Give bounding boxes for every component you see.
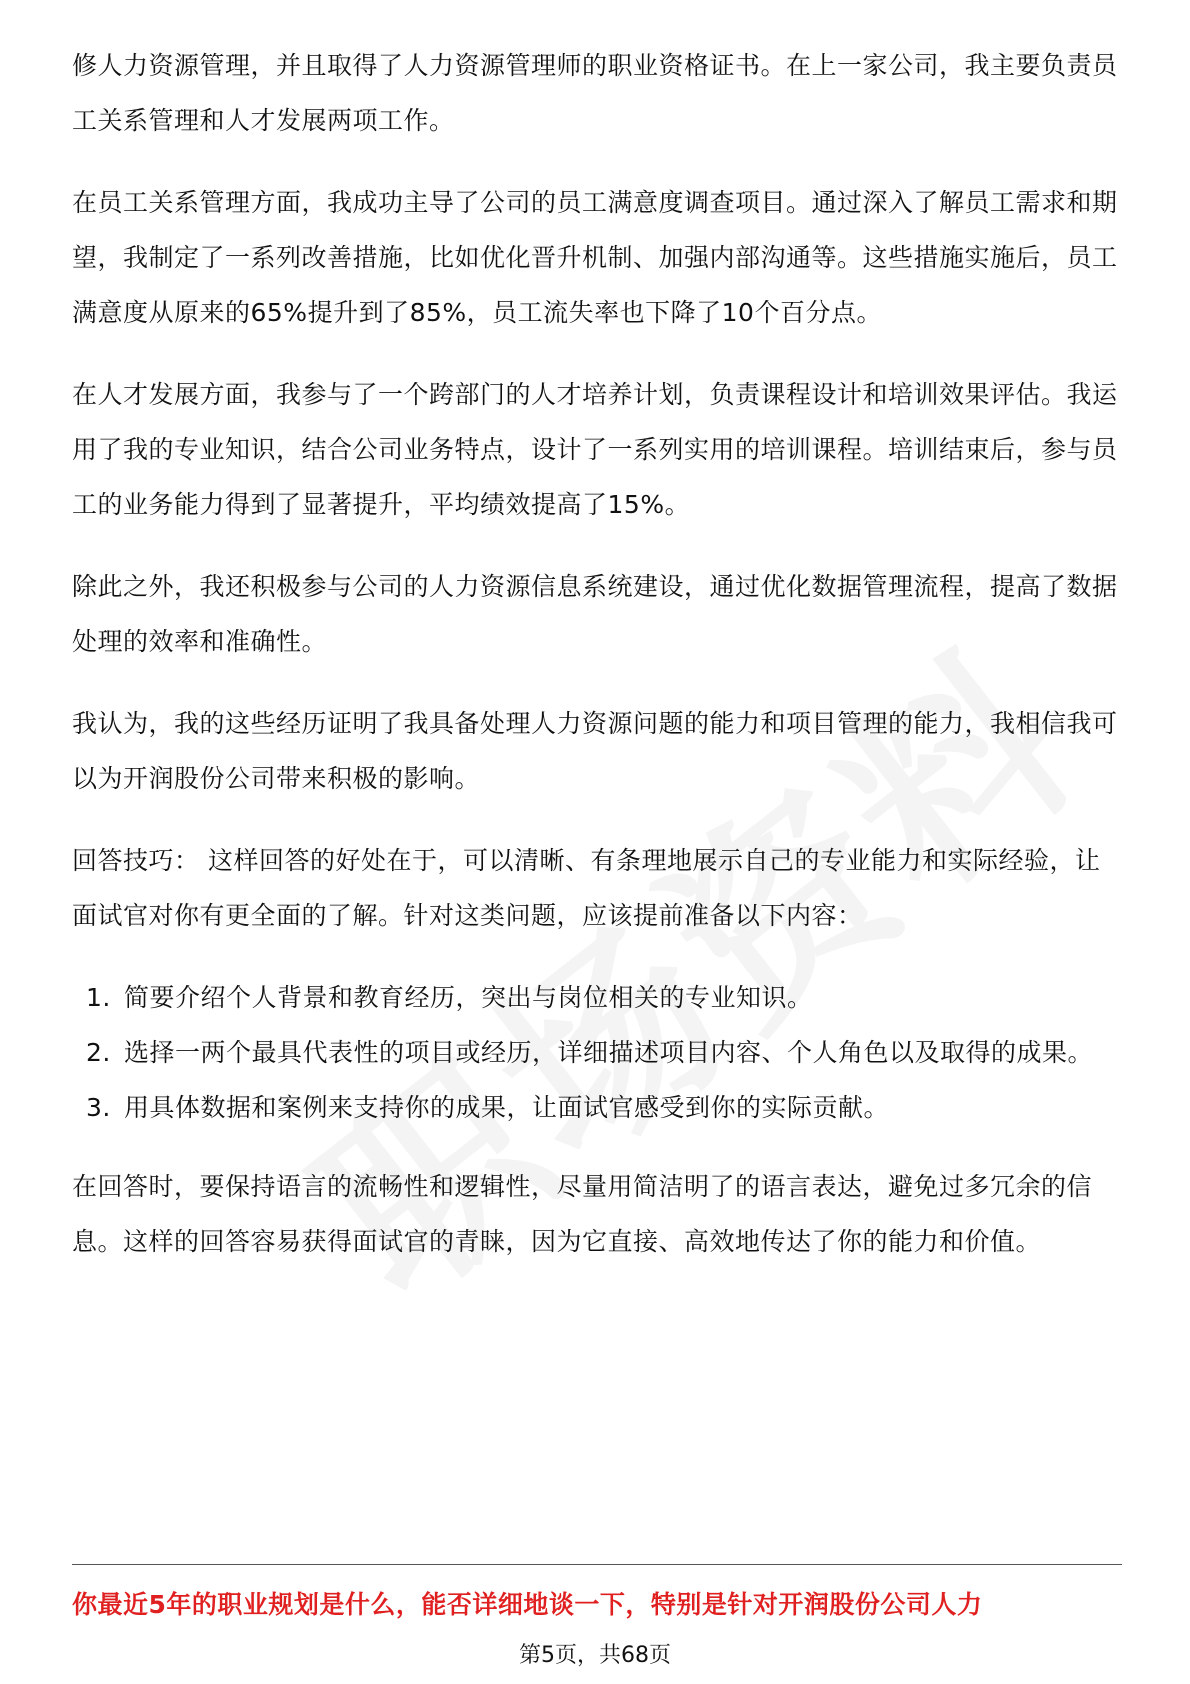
list-item <box>72 1025 1122 1080</box>
list-item-text: 用具体数据和案例来支持你的成果，让面试官感受到你的实际贡献。 <box>124 1093 890 1122</box>
page-body <box>72 38 1122 1296</box>
list-item-text: 简要介绍个人背景和教育经历，突出与岗位相关的专业知识。 <box>124 983 813 1012</box>
paragraph-hr-system: 除此之外，我还积极参与公司的人力资源信息系统建设，通过优化数据管理流程，提高了数据处理的效率和准确性。 <box>72 572 1118 656</box>
list-item-number: 3. <box>86 1093 111 1122</box>
list-item-number: 2. <box>86 1038 111 1067</box>
paragraph-closing: 在回答时，要保持语言的流畅性和逻辑性，尽量用简洁明了的语言表达，避免过多冗余的信息。这样的回答容易获得面试官的青睐，因为它直接、高效地传达了你的能力和价值。 <box>72 1172 1093 1256</box>
paragraph-employee-relations: 在员工关系管理方面，我成功主导了公司的员工满意度调查项目。通过深入了解员工需求和期望，我制定了一系列改善措施，比如优化晋升机制、加强内部沟通等。这些措施实施后，员工满意度从原来的65%提升到了85%，员工流失率也下降了10个百分点。 <box>72 188 1118 327</box>
paragraph-talent-development: 在人才发展方面，我参与了一个跨部门的人才培养计划，负责课程设计和培训效果评估。我运用了我的专业知识，结合公司业务特点，设计了一系列实用的培训课程。培训结束后，参与员工的业务能力得到了显著提升，平均绩效提高了15%。 <box>72 380 1118 519</box>
list-item <box>72 1080 1122 1135</box>
paragraph-conclusion: 我认为，我的这些经历证明了我具备处理人力资源问题的能力和项目管理的能力，我相信我可以为开润股份公司带来积极的影响。 <box>72 709 1118 793</box>
list-item-number: 1. <box>86 983 111 1012</box>
tips-list <box>72 970 1122 1135</box>
list-item-text: 选择一两个最具代表性的项目或经历，详细描述项目内容、个人角色以及取得的成果。 <box>124 1038 1094 1067</box>
next-question-heading: 你最近5年的职业规划是什么，能否详细地谈一下，特别是针对开润股份公司人力 <box>72 1590 983 1619</box>
list-item <box>72 970 1122 1025</box>
section-divider <box>72 1564 1122 1565</box>
page-number: 第5页，共68页 <box>519 1643 671 1668</box>
paragraph-answer-tips: 回答技巧： 这样回答的好处在于，可以清晰、有条理地展示自己的专业能力和实际经验，让面试官对你有更全面的了解。针对这类问题，应该提前准备以下内容： <box>72 846 1101 930</box>
paragraph-intro-continued: 修人力资源管理，并且取得了人力资源管理师的职业资格证书。在上一家公司，我主要负责员工关系管理和人才发展两项工作。 <box>72 51 1118 135</box>
